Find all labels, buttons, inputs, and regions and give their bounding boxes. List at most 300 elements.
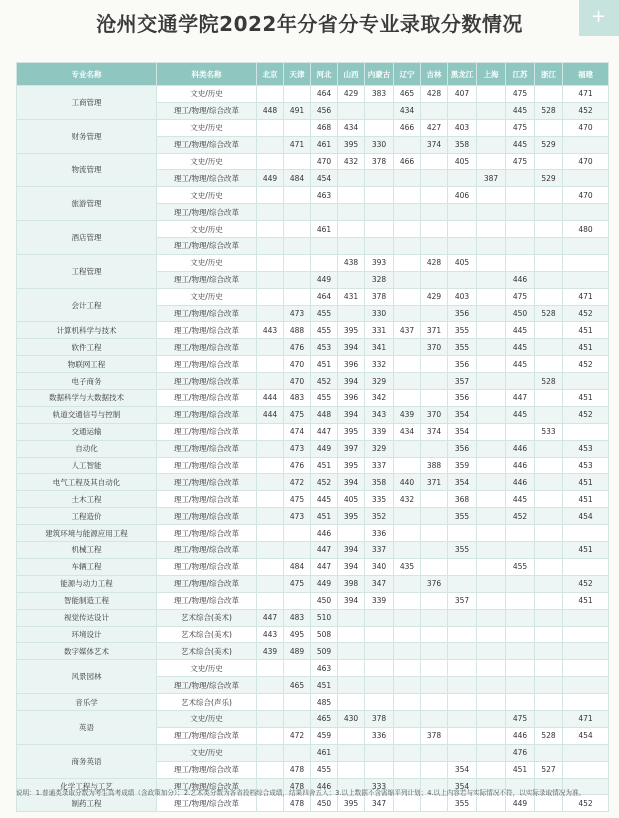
- score-cell: 335: [365, 491, 394, 508]
- score-cell: [257, 187, 284, 204]
- score-cell: 475: [506, 710, 535, 727]
- score-cell: [506, 542, 535, 559]
- score-cell: [563, 238, 609, 255]
- score-cell: [535, 457, 563, 474]
- column-header: 福建: [563, 63, 609, 86]
- category-cell: 理工/物理/综合改革: [157, 204, 257, 221]
- score-cell: [563, 136, 609, 153]
- score-cell: [448, 609, 477, 626]
- score-cell: [535, 558, 563, 575]
- score-cell: [477, 102, 506, 119]
- column-header: 浙江: [535, 63, 563, 86]
- score-cell: [394, 660, 421, 677]
- score-cell: [535, 271, 563, 288]
- column-header: 天津: [284, 63, 311, 86]
- score-cell: [477, 305, 506, 322]
- score-cell: 403: [448, 119, 477, 136]
- score-cell: [338, 305, 365, 322]
- score-cell: 374: [421, 423, 448, 440]
- score-cell: 466: [394, 153, 421, 170]
- table-row: [17, 457, 609, 474]
- score-cell: 478: [284, 761, 311, 778]
- score-cell: 355: [448, 322, 477, 339]
- score-cell: [394, 305, 421, 322]
- score-cell: [394, 727, 421, 744]
- score-cell: 330: [365, 305, 394, 322]
- score-cell: [477, 254, 506, 271]
- score-cell: [284, 271, 311, 288]
- score-cell: 356: [448, 356, 477, 373]
- major-name-cell: 英语: [17, 710, 157, 744]
- score-cell: [257, 271, 284, 288]
- score-cell: [421, 609, 448, 626]
- score-cell: 483: [284, 390, 311, 407]
- score-cell: 333: [365, 778, 394, 795]
- score-cell: [257, 356, 284, 373]
- table-row: [17, 254, 609, 271]
- score-cell: [477, 609, 506, 626]
- score-cell: [448, 221, 477, 238]
- score-cell: 453: [563, 457, 609, 474]
- score-cell: [284, 254, 311, 271]
- score-cell: [563, 204, 609, 221]
- major-name-cell: 工商管理: [17, 86, 157, 120]
- score-cell: 431: [338, 288, 365, 305]
- score-cell: [338, 204, 365, 221]
- score-cell: [311, 254, 338, 271]
- score-cell: [506, 170, 535, 187]
- score-cell: 328: [365, 271, 394, 288]
- table-row: [17, 575, 609, 592]
- score-cell: 439: [257, 643, 284, 660]
- major-name-cell: 酒店管理: [17, 221, 157, 255]
- table-row: [17, 643, 609, 660]
- score-cell: 354: [448, 474, 477, 491]
- major-name-cell: 环境设计: [17, 626, 157, 643]
- score-cell: [394, 339, 421, 356]
- score-cell: 466: [394, 119, 421, 136]
- category-cell: 文史/历史: [157, 119, 257, 136]
- score-cell: 478: [284, 778, 311, 795]
- score-cell: 450: [311, 795, 338, 812]
- score-cell: 447: [257, 609, 284, 626]
- score-cell: 474: [284, 423, 311, 440]
- score-cell: [506, 626, 535, 643]
- score-cell: 470: [563, 153, 609, 170]
- score-cell: 428: [421, 254, 448, 271]
- score-cell: 450: [311, 592, 338, 609]
- score-cell: [421, 356, 448, 373]
- score-cell: 473: [284, 508, 311, 525]
- score-cell: [477, 558, 506, 575]
- score-cell: [394, 761, 421, 778]
- score-cell: 451: [311, 677, 338, 694]
- score-cell: [535, 744, 563, 761]
- score-cell: 447: [311, 423, 338, 440]
- score-cell: 406: [448, 187, 477, 204]
- score-cell: [257, 761, 284, 778]
- score-cell: 445: [506, 339, 535, 356]
- score-cell: 527: [535, 761, 563, 778]
- score-cell: [394, 271, 421, 288]
- column-header: 吉林: [421, 63, 448, 86]
- score-cell: [448, 271, 477, 288]
- score-cell: 510: [311, 609, 338, 626]
- score-cell: [421, 170, 448, 187]
- score-cell: [394, 254, 421, 271]
- score-cell: [365, 119, 394, 136]
- score-cell: 455: [506, 558, 535, 575]
- score-cell: [365, 187, 394, 204]
- score-cell: [257, 474, 284, 491]
- score-cell: [394, 457, 421, 474]
- score-cell: [257, 558, 284, 575]
- score-cell: [284, 660, 311, 677]
- score-cell: [257, 727, 284, 744]
- score-cell: 395: [338, 322, 365, 339]
- score-cell: [365, 221, 394, 238]
- score-cell: [477, 322, 506, 339]
- score-cell: 484: [284, 170, 311, 187]
- major-name-cell: 会计工程: [17, 288, 157, 322]
- category-cell: 艺术综合(美术): [157, 643, 257, 660]
- score-cell: 376: [421, 575, 448, 592]
- score-cell: 465: [311, 710, 338, 727]
- score-cell: 449: [311, 271, 338, 288]
- score-cell: [535, 592, 563, 609]
- score-cell: [338, 744, 365, 761]
- score-cell: 444: [257, 390, 284, 407]
- category-cell: 文史/历史: [157, 187, 257, 204]
- score-cell: [477, 339, 506, 356]
- score-cell: [421, 305, 448, 322]
- score-cell: [394, 744, 421, 761]
- score-cell: 475: [506, 288, 535, 305]
- score-cell: 455: [311, 390, 338, 407]
- category-cell: 理工/物理/综合改革: [157, 170, 257, 187]
- score-cell: 452: [311, 474, 338, 491]
- score-cell: 449: [257, 170, 284, 187]
- category-cell: 理工/物理/综合改革: [157, 508, 257, 525]
- score-cell: 354: [448, 778, 477, 795]
- score-cell: 407: [448, 86, 477, 103]
- score-cell: 434: [338, 119, 365, 136]
- score-cell: [394, 626, 421, 643]
- score-cell: [365, 643, 394, 660]
- score-cell: [477, 187, 506, 204]
- score-cell: [477, 440, 506, 457]
- score-cell: 347: [365, 795, 394, 812]
- score-cell: [535, 119, 563, 136]
- score-cell: [563, 609, 609, 626]
- table-row: [17, 153, 609, 170]
- table-row: [17, 221, 609, 238]
- score-cell: [284, 710, 311, 727]
- category-cell: 理工/物理/综合改革: [157, 592, 257, 609]
- score-cell: [448, 643, 477, 660]
- score-cell: [535, 153, 563, 170]
- score-cell: [257, 153, 284, 170]
- category-cell: 理工/物理/综合改革: [157, 373, 257, 390]
- score-cell: [448, 744, 477, 761]
- score-cell: [563, 170, 609, 187]
- score-cell: [448, 660, 477, 677]
- category-cell: 理工/物理/综合改革: [157, 491, 257, 508]
- score-cell: 359: [448, 457, 477, 474]
- score-cell: 393: [365, 254, 394, 271]
- score-cell: [563, 677, 609, 694]
- score-cell: 449: [311, 440, 338, 457]
- score-cell: [257, 744, 284, 761]
- score-cell: [284, 204, 311, 221]
- score-cell: [477, 761, 506, 778]
- score-cell: [448, 170, 477, 187]
- score-cell: 396: [338, 390, 365, 407]
- category-cell: 理工/物理/综合改革: [157, 727, 257, 744]
- major-name-cell: 物联网工程: [17, 356, 157, 373]
- score-cell: [506, 660, 535, 677]
- category-cell: 艺术综合(美术): [157, 626, 257, 643]
- score-cell: 394: [338, 339, 365, 356]
- score-cell: [338, 694, 365, 711]
- score-cell: [477, 508, 506, 525]
- score-cell: 403: [448, 288, 477, 305]
- score-cell: [477, 423, 506, 440]
- score-cell: [365, 238, 394, 255]
- score-cell: [477, 525, 506, 542]
- score-cell: [477, 271, 506, 288]
- category-cell: 理工/物理/综合改革: [157, 474, 257, 491]
- score-cell: [477, 592, 506, 609]
- major-name-cell: 交通运输: [17, 423, 157, 440]
- score-cell: [421, 508, 448, 525]
- score-cell: [257, 423, 284, 440]
- score-cell: 358: [365, 474, 394, 491]
- score-cell: 446: [506, 727, 535, 744]
- score-cell: [311, 238, 338, 255]
- score-cell: [257, 221, 284, 238]
- table-row: [17, 744, 609, 761]
- score-cell: 448: [257, 102, 284, 119]
- score-cell: [477, 491, 506, 508]
- score-cell: 356: [448, 305, 477, 322]
- score-cell: 394: [338, 592, 365, 609]
- score-cell: [477, 86, 506, 103]
- table-row: [17, 660, 609, 677]
- score-cell: 387: [477, 170, 506, 187]
- score-cell: [338, 238, 365, 255]
- category-cell: 理工/物理/综合改革: [157, 305, 257, 322]
- category-cell: 理工/物理/综合改革: [157, 440, 257, 457]
- major-name-cell: 制药工程: [17, 795, 157, 812]
- score-cell: [506, 204, 535, 221]
- score-cell: [421, 187, 448, 204]
- score-cell: 330: [365, 136, 394, 153]
- score-cell: [448, 727, 477, 744]
- score-cell: [563, 423, 609, 440]
- score-cell: 529: [535, 170, 563, 187]
- score-cell: 446: [506, 457, 535, 474]
- score-cell: 342: [365, 390, 394, 407]
- score-cell: [257, 339, 284, 356]
- score-cell: [535, 238, 563, 255]
- score-cell: [338, 761, 365, 778]
- score-cell: 427: [421, 119, 448, 136]
- score-cell: [421, 643, 448, 660]
- score-cell: 337: [365, 542, 394, 559]
- score-cell: [448, 677, 477, 694]
- score-cell: [421, 440, 448, 457]
- score-cell: 378: [365, 710, 394, 727]
- score-cell: 443: [257, 322, 284, 339]
- score-cell: [535, 390, 563, 407]
- score-cell: 451: [563, 390, 609, 407]
- score-cell: 355: [448, 508, 477, 525]
- score-cell: 451: [311, 457, 338, 474]
- score-cell: 453: [311, 339, 338, 356]
- score-cell: 397: [338, 440, 365, 457]
- score-cell: 533: [535, 423, 563, 440]
- score-cell: [477, 356, 506, 373]
- category-cell: 文史/历史: [157, 153, 257, 170]
- major-name-cell: 风景园林: [17, 660, 157, 694]
- score-cell: 453: [563, 440, 609, 457]
- score-cell: 371: [421, 322, 448, 339]
- score-cell: 354: [448, 761, 477, 778]
- column-header: 专业名称: [17, 63, 157, 86]
- score-cell: [535, 339, 563, 356]
- score-cell: [477, 119, 506, 136]
- score-cell: 445: [311, 491, 338, 508]
- score-cell: 445: [506, 406, 535, 423]
- score-cell: [535, 710, 563, 727]
- category-cell: 文史/历史: [157, 221, 257, 238]
- score-cell: [421, 626, 448, 643]
- score-cell: [365, 694, 394, 711]
- score-cell: 489: [284, 643, 311, 660]
- score-cell: 451: [563, 592, 609, 609]
- table-row: [17, 339, 609, 356]
- score-cell: 439: [394, 406, 421, 423]
- major-name-cell: 数字媒体艺术: [17, 643, 157, 660]
- score-cell: [257, 457, 284, 474]
- score-cell: [365, 102, 394, 119]
- score-cell: [535, 356, 563, 373]
- score-cell: [535, 660, 563, 677]
- score-cell: 451: [506, 761, 535, 778]
- table-row: [17, 710, 609, 727]
- score-cell: 465: [394, 86, 421, 103]
- score-cell: 452: [563, 575, 609, 592]
- score-cell: [284, 694, 311, 711]
- score-cell: 465: [284, 677, 311, 694]
- score-cell: [535, 86, 563, 103]
- score-cell: [421, 592, 448, 609]
- score-cell: [284, 592, 311, 609]
- score-cell: [394, 440, 421, 457]
- score-cell: [421, 102, 448, 119]
- score-cell: 485: [311, 694, 338, 711]
- score-cell: [448, 710, 477, 727]
- category-cell: 理工/物理/综合改革: [157, 356, 257, 373]
- column-header: 山西: [338, 63, 365, 86]
- score-cell: [477, 694, 506, 711]
- major-name-cell: 车辆工程: [17, 558, 157, 575]
- score-cell: 394: [338, 558, 365, 575]
- score-cell: [257, 677, 284, 694]
- category-cell: 理工/物理/综合改革: [157, 238, 257, 255]
- score-cell: 451: [311, 356, 338, 373]
- score-cell: [338, 271, 365, 288]
- table-row: [17, 558, 609, 575]
- table-row: [17, 508, 609, 525]
- category-cell: 理工/物理/综合改革: [157, 575, 257, 592]
- score-cell: [448, 694, 477, 711]
- score-cell: [394, 356, 421, 373]
- score-cell: 336: [365, 727, 394, 744]
- score-cell: 480: [563, 221, 609, 238]
- score-cell: [394, 373, 421, 390]
- score-cell: 395: [338, 795, 365, 812]
- category-cell: 文史/历史: [157, 660, 257, 677]
- score-cell: [477, 643, 506, 660]
- score-cell: [563, 558, 609, 575]
- score-cell: 455: [311, 305, 338, 322]
- score-cell: 396: [338, 356, 365, 373]
- score-cell: 472: [284, 727, 311, 744]
- score-cell: [563, 271, 609, 288]
- score-cell: [421, 744, 448, 761]
- score-cell: 454: [563, 508, 609, 525]
- page-title: 沧州交通学院2022年分省分专业录取分数情况: [96, 12, 523, 36]
- score-cell: 371: [421, 474, 448, 491]
- score-cell: [257, 592, 284, 609]
- score-cell: [257, 86, 284, 103]
- score-cell: [421, 761, 448, 778]
- score-cell: [421, 558, 448, 575]
- score-cell: 336: [365, 525, 394, 542]
- category-cell: 理工/物理/综合改革: [157, 761, 257, 778]
- score-cell: [535, 626, 563, 643]
- score-cell: [257, 136, 284, 153]
- score-cell: [506, 694, 535, 711]
- score-cell: 329: [365, 440, 394, 457]
- score-cell: 475: [284, 575, 311, 592]
- score-cell: [338, 187, 365, 204]
- score-cell: [257, 204, 284, 221]
- score-cell: [421, 153, 448, 170]
- score-cell: [257, 508, 284, 525]
- category-cell: 文史/历史: [157, 288, 257, 305]
- score-cell: [535, 508, 563, 525]
- score-cell: 471: [284, 136, 311, 153]
- table-row: [17, 406, 609, 423]
- score-cell: 528: [535, 305, 563, 322]
- score-cell: [421, 710, 448, 727]
- score-cell: 451: [563, 542, 609, 559]
- score-cell: 388: [421, 457, 448, 474]
- score-cell: [535, 254, 563, 271]
- category-cell: 理工/物理/综合改革: [157, 558, 257, 575]
- score-cell: 355: [448, 542, 477, 559]
- score-cell: [394, 238, 421, 255]
- score-cell: 394: [338, 373, 365, 390]
- major-name-cell: 财务管理: [17, 119, 157, 153]
- score-cell: [365, 170, 394, 187]
- category-cell: 理工/物理/综合改革: [157, 390, 257, 407]
- score-cell: 378: [365, 153, 394, 170]
- table-header-row: [17, 63, 609, 86]
